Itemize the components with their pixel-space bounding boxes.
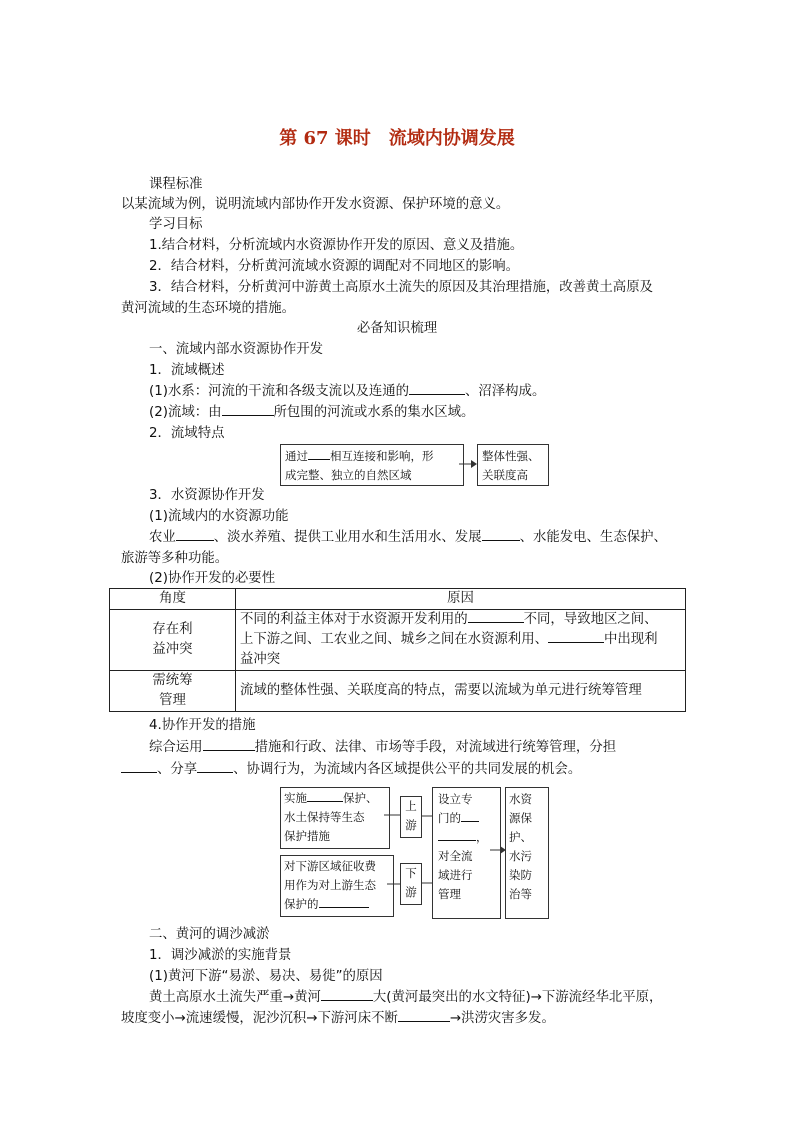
basin-feature-heading: 2．流域特点 <box>149 426 225 441</box>
reason-cell <box>236 610 686 671</box>
reason-text-2b: →洪涝灾害多发。 <box>449 1011 555 1026</box>
upstream-label-1: 上 <box>405 799 417 813</box>
standard-text: 以某流域为例，说明流域内部协作开发水资源、保护环境的意义。 <box>121 197 510 212</box>
upstream-label-2: 游 <box>405 818 417 832</box>
reason-line2 <box>121 1009 555 1029</box>
table-row <box>110 671 686 712</box>
feature-text-a1: 通过 <box>285 449 308 463</box>
blank-develop <box>482 528 520 541</box>
basin-text-a: (2)流域：由 <box>149 405 222 420</box>
downstream-text-2: 用作为对上游生态 <box>284 878 376 892</box>
measures-line1 <box>149 738 616 758</box>
reason-text-2a: 坡度变小→流速缓慢，泥沙沉积→下游河床不断 <box>121 1011 398 1026</box>
arrow-right-icon <box>490 844 506 856</box>
downstream-label-box <box>400 863 422 905</box>
reason-text-3: 益冲突 <box>240 652 281 667</box>
background-heading: 1．调沙减淤的实施背景 <box>149 948 292 963</box>
connector-line <box>384 812 400 818</box>
reason-text-1b: 大(黄河最突出的水文特征)→下游流经华北平原， <box>372 990 663 1005</box>
reason-text-1b: 不同，导致地区之间、 <box>523 612 658 627</box>
water-system-line <box>149 382 545 402</box>
goal-1: 1.结合材料，分析流域内水资源协作开发的原因、意义及措施。 <box>149 238 524 253</box>
water-system-text-b: 、沼泽构成。 <box>465 384 546 399</box>
blank-sediment <box>321 988 373 1001</box>
angle-text-b: 管理 <box>159 693 186 708</box>
management-text-2: 门的 <box>438 811 461 825</box>
standard-heading: 课程标准 <box>149 177 203 192</box>
upstream-text-2: 水土保持等生态 <box>284 810 365 824</box>
feature-box <box>280 444 464 486</box>
goal-3-line2: 黄河流域的生态环境的措施。 <box>121 301 296 316</box>
measures-line2 <box>121 760 581 780</box>
coop-dev-heading: 3．水资源协作开发 <box>149 488 265 503</box>
feature-result-b: 关联度高 <box>482 468 528 482</box>
management-text-4: 对全流 <box>438 849 473 863</box>
blank-measures <box>203 738 255 751</box>
feature-result-box <box>477 444 549 486</box>
connector-line <box>387 881 400 887</box>
reason-heading: (1)黄河下游“易淤、易决、易徙”的原因 <box>149 969 383 984</box>
result-box <box>505 787 549 919</box>
reason-cell: 流域的整体性强、关联度高的特点，需要以流域为单元进行统筹管理 <box>236 671 686 712</box>
angle-text-a: 存在利 <box>152 622 193 637</box>
downstream-text-1: 对下游区域征收费 <box>284 859 376 873</box>
upstream-measures-box <box>280 787 390 849</box>
table-header-row <box>110 589 686 610</box>
blank-feature <box>308 449 330 460</box>
management-text-6: 管理 <box>438 887 461 901</box>
reason-text-1a: 黄土高原水土流失严重→黄河 <box>149 990 321 1005</box>
result-text-2: 源保 <box>509 811 532 825</box>
part2-heading: 二、黄河的调沙减淤 <box>149 927 270 942</box>
goal-3-line1: 3．结合材料，分析黄河中游黄土高原水土流失的原因及其治理措施，改善黄土高原及 <box>149 280 653 295</box>
function-line2: 旅游等多种功能。 <box>121 551 229 566</box>
reason-text-1a: 不同的利益主体对于水资源开发利用的 <box>240 612 468 627</box>
blank-share-benefit <box>197 760 233 773</box>
feature-result-a: 整体性强、 <box>482 449 540 463</box>
function-line1 <box>149 528 667 548</box>
section-heading: 必备知识梳理 <box>356 321 438 336</box>
measures-text-b: 措施和行政、法律、市场等手段，对流域进行统筹管理，分担 <box>254 740 617 755</box>
result-text-4: 水污 <box>509 849 532 863</box>
part1-heading: 一、流域内部水资源协作开发 <box>149 342 324 357</box>
result-text-6: 治等 <box>509 887 532 901</box>
blank-attitude <box>468 610 524 623</box>
blank-basin <box>222 403 274 416</box>
function-text-a: 农业 <box>149 530 176 545</box>
blank-upstream <box>307 791 343 802</box>
blank-riverbed <box>398 1009 450 1022</box>
angle-text-b: 益冲突 <box>152 642 193 657</box>
function-text-b: 、淡水养殖、提供工业用水和生活用水、发展 <box>213 530 482 545</box>
upstream-text-1b: 保护、 <box>343 791 378 805</box>
water-system-text-a: (1)水系：河流的干流和各级支流以及连通的 <box>149 384 409 399</box>
function-text-c: 、水能发电、生态保护、 <box>519 530 667 545</box>
blank-use <box>548 630 604 643</box>
table-row <box>110 610 686 671</box>
basin-text-b: 所包围的河流或水系的集水区域。 <box>273 405 475 420</box>
table-header-angle: 角度 <box>110 589 236 610</box>
reason-text-2a: 上下游之间、工农业之间、城乡之间在水资源利用、 <box>240 632 548 647</box>
feature-text-b: 成完整、独立的自然区域 <box>285 468 412 482</box>
downstream-text-3: 保护的 <box>284 897 319 911</box>
blank-share-cost <box>121 760 157 773</box>
downstream-label-1: 下 <box>405 866 417 880</box>
downstream-measures-box <box>280 855 394 917</box>
measures-heading: 4.协作开发的措施 <box>149 718 256 733</box>
upstream-text-3: 保护措施 <box>284 829 330 843</box>
table-header-reason: 原因 <box>236 589 686 610</box>
result-text-3: 护、 <box>509 830 532 844</box>
management-text-1: 设立专 <box>438 792 473 806</box>
reason-text-2b: 中出现利 <box>603 632 658 647</box>
basin-overview-heading: 1．流域概述 <box>149 363 225 378</box>
management-text-5: 域进行 <box>438 868 473 882</box>
goals-heading: 学习目标 <box>149 217 203 232</box>
reason-line1 <box>149 988 662 1008</box>
downstream-label-2: 游 <box>405 885 417 899</box>
blank-downstream <box>319 897 369 908</box>
upstream-text-1a: 实施 <box>284 791 307 805</box>
feature-text-a2: 相互连接和影响，形 <box>330 449 434 463</box>
measures-text-d: 、协调行为，为流域内各区域提供公平的共同发展的机会。 <box>233 762 582 777</box>
blank-management-b <box>438 830 476 841</box>
management-text-3: ， <box>476 830 488 844</box>
result-text-5: 染防 <box>509 868 532 882</box>
blank-agriculture <box>176 528 214 541</box>
angle-cell <box>110 671 236 712</box>
necessity-table <box>109 588 686 712</box>
angle-cell <box>110 610 236 671</box>
angle-text-a: 需统筹 <box>152 673 193 688</box>
goal-2: 2．结合材料，分析黄河流域水资源的调配对不同地区的影响。 <box>149 259 520 274</box>
page-title: 第 67 课时 流域内协调发展 <box>279 128 515 149</box>
blank-water-system <box>409 382 465 395</box>
blank-management-a <box>461 811 479 822</box>
measures-text-c: 、分享 <box>157 762 198 777</box>
upstream-label-box <box>400 796 422 838</box>
function-heading: (1)流域内的水资源功能 <box>149 509 289 524</box>
result-text-1: 水资 <box>509 792 532 806</box>
measures-text-a: 综合运用 <box>149 740 203 755</box>
arrow-right-icon <box>459 458 477 470</box>
basin-line <box>149 403 474 423</box>
necessity-heading: (2)协作开发的必要性 <box>149 571 276 586</box>
